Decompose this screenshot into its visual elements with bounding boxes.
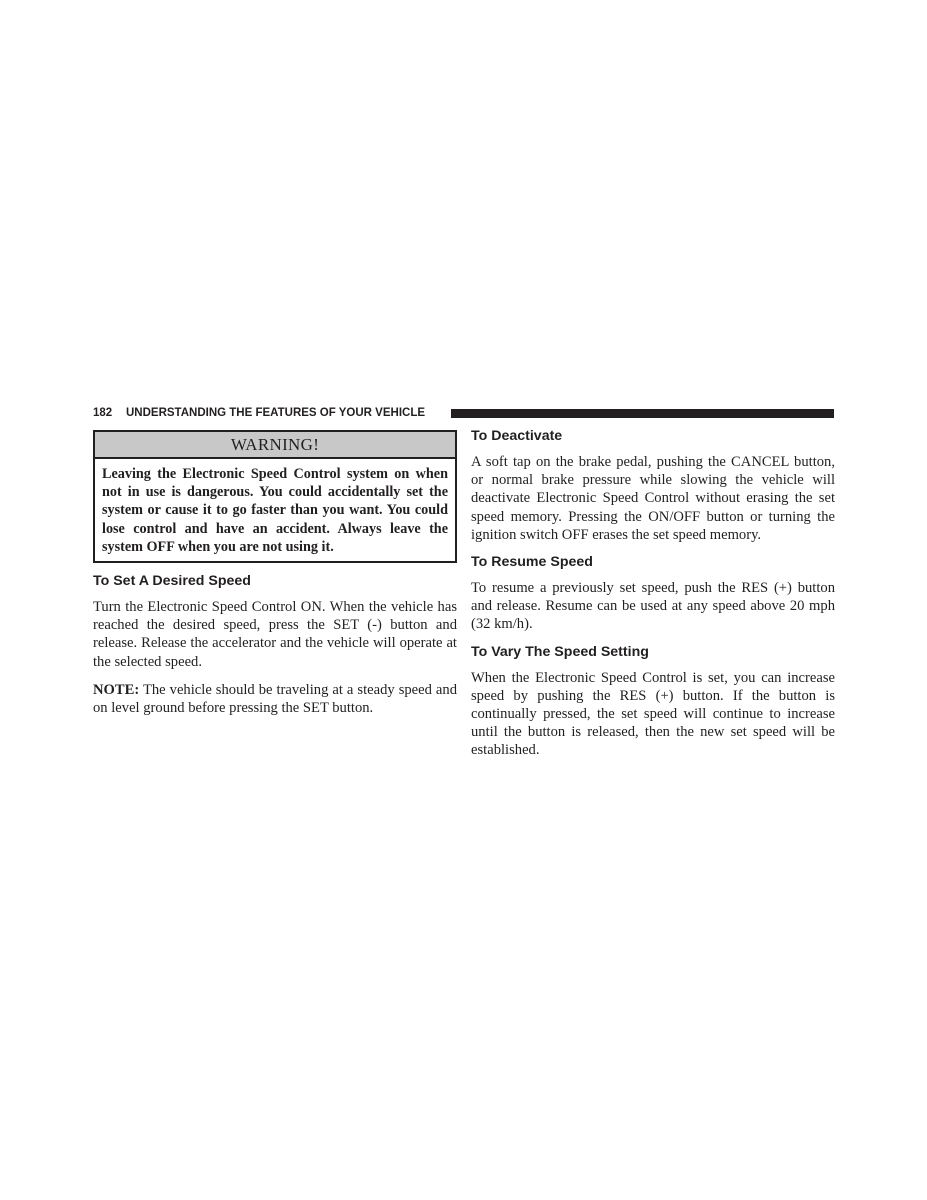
page-number: 182 [93, 407, 113, 419]
deactivate-heading: To Deactivate [471, 428, 563, 444]
warning-box [93, 430, 457, 563]
note-text: The vehicle should be traveling at a steady speed and on level ground before pressing the SET button. [93, 681, 457, 717]
resume-paragraph: To resume a previously set speed, push the RES (+) button and release. Resume can be used at any speed above 20 mph (32 km/h). [471, 580, 835, 633]
page-header [93, 405, 834, 422]
header-rule [451, 409, 834, 418]
right-column [471, 426, 835, 760]
vary-paragraph: When the Electronic Speed Control is set, you can increase speed by pushing the RES (+) button. If the button is continually pressed, the set speed will continue to increase until the button is released, then the new set speed will be established. [471, 669, 835, 759]
set-speed-heading: To Set A Desired Speed [93, 573, 251, 590]
deactivate-paragraph: A soft tap on the brake pedal, pushing the CANCEL button, or normal brake pressure while slowing the vehicle will deactivate Electronic Speed Control without erasing the set speed memory. Pressing the ON/OFF button or turning the ignition switch OFF erases the set speed memory. [471, 454, 835, 543]
warning-title: WARNING! [95, 432, 455, 459]
note-label: NOTE: [93, 681, 140, 698]
section-title: UNDERSTANDING THE FEATURES OF YOUR VEHICLE [126, 407, 426, 419]
warning-text: Leaving the Electronic Speed Control system on when not in use is dangerous. You could accidentally set the system or cause it to go faster than you want. You could lose control and have an accident. Always leave the system OFF when you are not using it. [102, 466, 448, 555]
left-column [93, 430, 457, 717]
vary-heading: To Vary The Speed Setting [471, 643, 649, 660]
set-speed-paragraph: Turn the Electronic Speed Control ON. When the vehicle has reached the desired speed, press the SET (-) button and release. Release the accelerator and the vehicle will operate at the selected speed. [93, 599, 457, 670]
note-paragraph [93, 681, 457, 717]
resume-heading: To Resume Speed [471, 554, 593, 571]
